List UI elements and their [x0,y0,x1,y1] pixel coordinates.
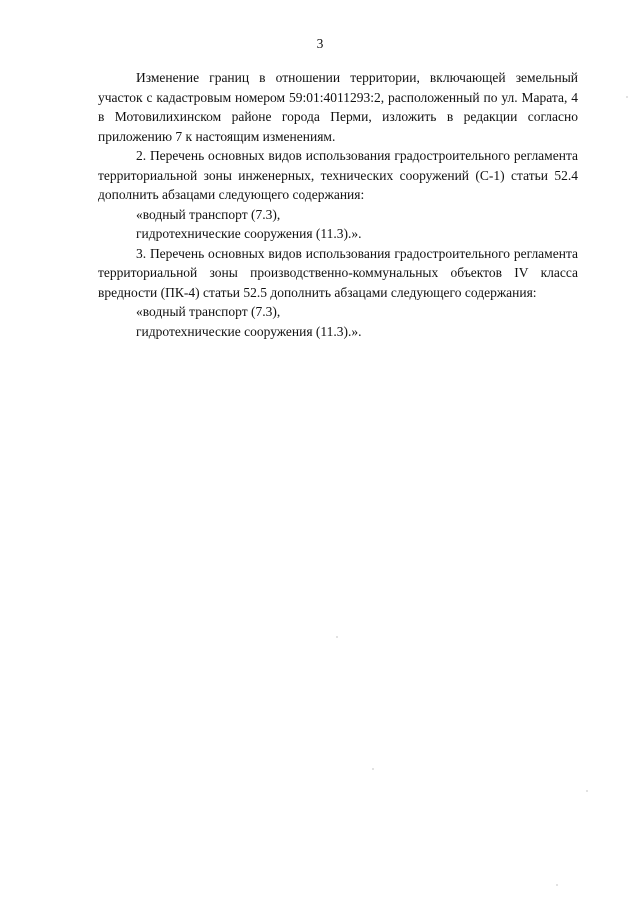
list-line-water-transport-2: «водный транспорт (7.3), [136,304,281,319]
page-number: 3 [316,36,324,51]
scan-speck [556,884,558,886]
scan-speck [336,636,338,638]
paragraph-item-2: 2. Перечень основных видов использования градостроительного регламента территориальной зоны инженерных, технических сооружений (С-1) статьи 52.4 дополнить абзацами следующего содержания: [98,148,578,202]
document-body [98,68,578,341]
scan-speck [626,96,628,98]
list-line-water-transport: «водный транспорт (7.3), [136,206,281,222]
paragraph-boundary-change: Изменение границ в отношении территории, включающей земельный участок с кадастровым номером 59:01:4011293:2, расположенный по ул. Марата, 4 в Мотовилихинском районе города Перми, изложить в редакции согласно приложению 7 к настоящим изменениям. [98,70,578,144]
list-line-hydro-structures: гидротехнические сооружения (11.3).». [136,226,362,241]
scan-speck [586,790,588,792]
paragraph-item-3: 3. Перечень основных видов использования градостроительного регламента территориальной зоны производственно-коммунальных объектов IV класса вредности (ПК-4) статьи 52.5 дополнить абзацами следующего содержания: [98,245,578,300]
scan-speck [372,768,374,770]
list-line-hydro-structures-2: гидротехнические сооружения (11.3).». [136,323,362,339]
